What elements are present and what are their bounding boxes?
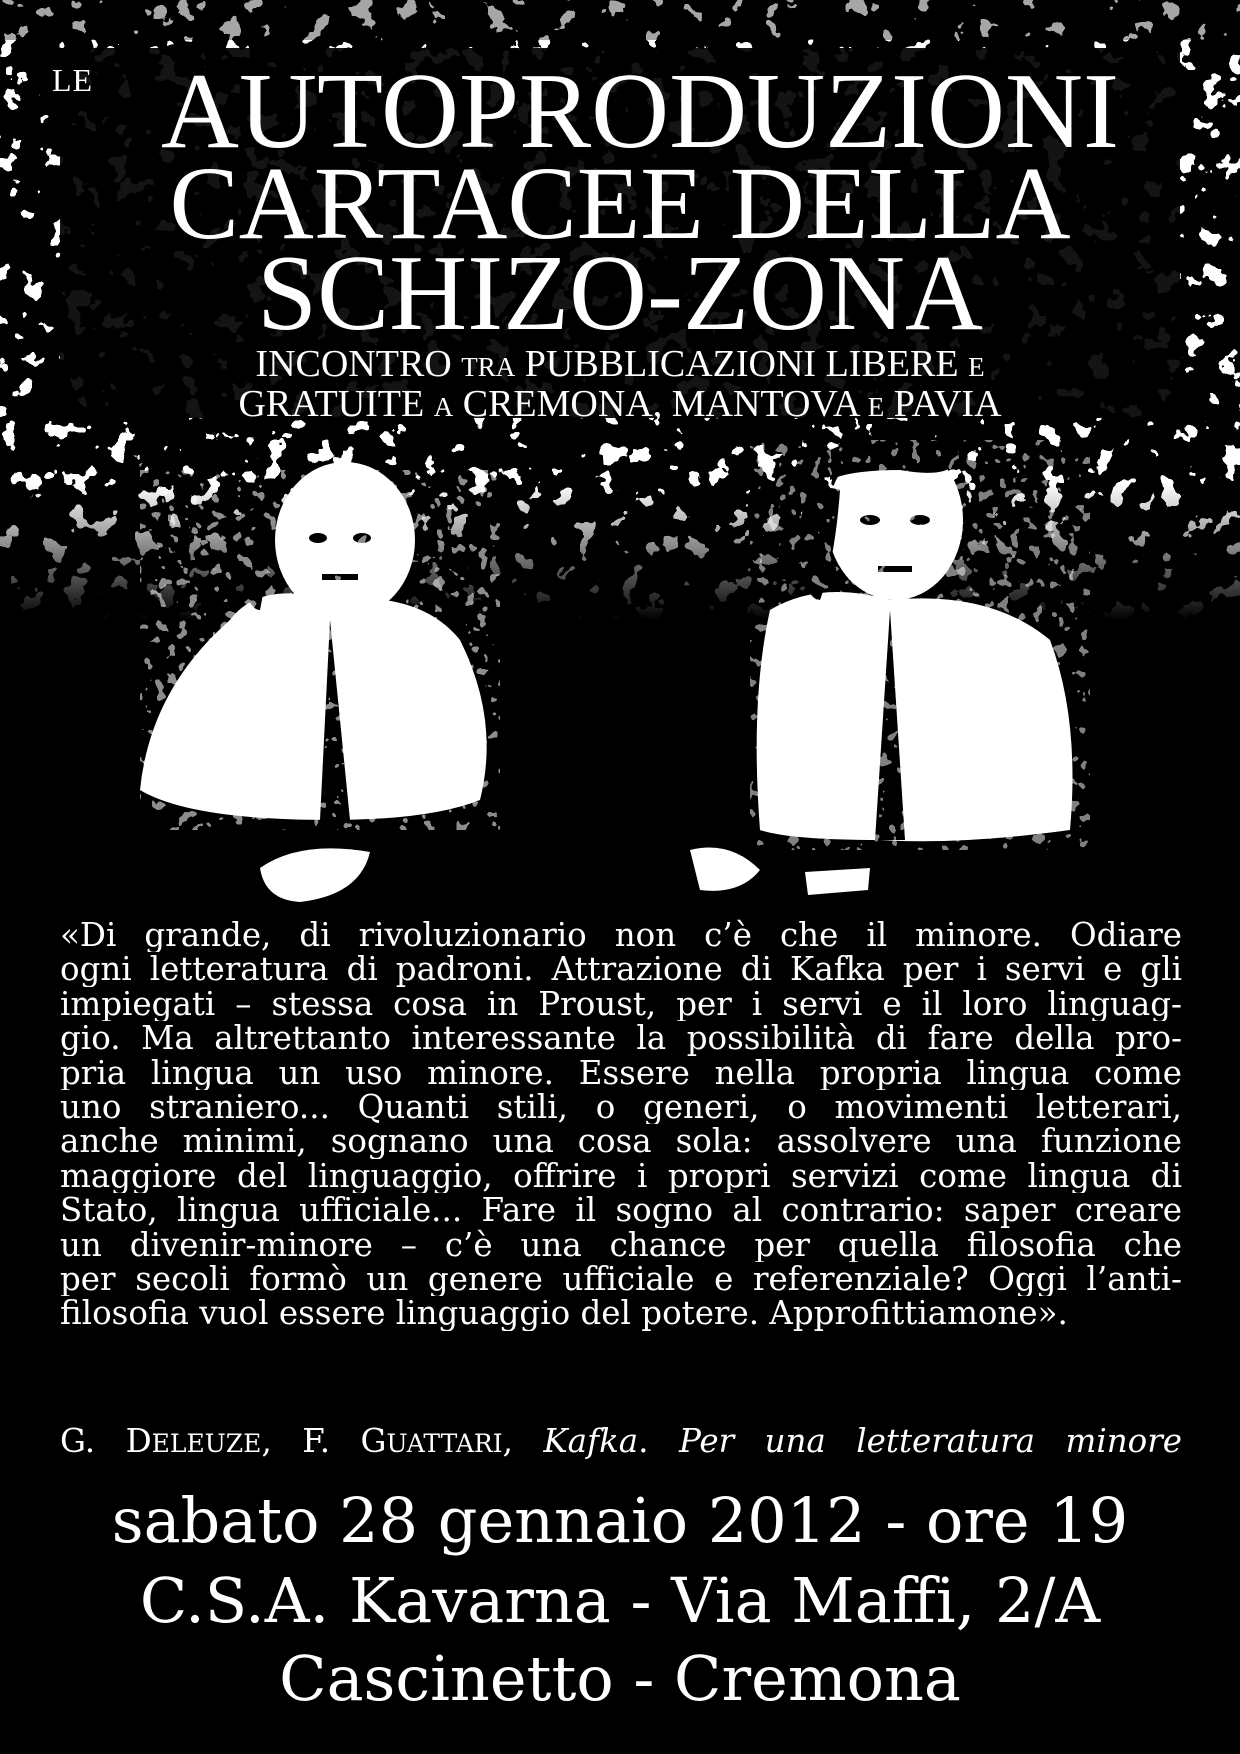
subtitle-text: PAVIA xyxy=(884,383,1002,425)
quote-block xyxy=(60,918,1182,1331)
attribution-text: , xyxy=(502,1422,544,1460)
subtitle-small-caps: TRA xyxy=(461,352,516,382)
title-line-1: AUTOPRODUZIONI xyxy=(161,52,1119,171)
quote-line: «Di grande, di rivoluzionario non c’è che il minore. Odiare xyxy=(60,918,1182,953)
attribution-work-title: Kafka xyxy=(543,1422,639,1460)
subtitle-small-caps: A xyxy=(433,392,454,422)
quote-line: Stato, lingua ufficiale... Fare il sogno al contrario: saper creare xyxy=(60,1193,1182,1228)
title-line-2: CARTACEE DELLA xyxy=(169,146,1071,261)
quote-line: maggiore del linguaggio, offrire i propri servizi come lingua di xyxy=(60,1158,1182,1194)
title-prefix: LE xyxy=(52,62,94,98)
attribution-work-subtitle: Per una letteratura minore xyxy=(678,1422,1182,1460)
subtitle-small-caps: E xyxy=(968,352,985,382)
attribution-text: G. D xyxy=(60,1422,152,1460)
event-venue: C.S.A. Kavarna - Via Maffi, 2/A xyxy=(139,1564,1101,1637)
quote-line: gio. Ma altrettanto interessante la possibilità di fare della pro- xyxy=(60,1021,1182,1056)
subtitle-line-1 xyxy=(0,345,1240,383)
event-date-time: sabato 28 gennaio 2012 - ore 19 xyxy=(111,1484,1129,1557)
event-location: Cascinetto - Cremona xyxy=(279,1642,961,1715)
quote-line: per secoli formò un genere ufficiale e referenziale? Oggi l’anti- xyxy=(60,1262,1182,1297)
quote-line: un divenir-minore – c’è una chance per quella filosofia che xyxy=(60,1227,1182,1263)
attribution-small-caps: ELEUZE xyxy=(151,1429,262,1458)
subtitle-small-caps: E xyxy=(867,392,885,422)
subtitle-line-2 xyxy=(0,385,1240,423)
quote-line: ogni letteratura di padroni. Attrazione di Kafka per i servi e gli xyxy=(60,952,1182,987)
subtitle-text: INCONTRO xyxy=(255,343,462,385)
quote-attribution xyxy=(60,1424,1182,1461)
quote-line: filosofia vuol essere linguaggio del potere. Approfittiamone». xyxy=(60,1296,1068,1331)
attribution-text: , F. G xyxy=(261,1422,387,1460)
subtitle-text: GRATUITE xyxy=(238,383,434,425)
quote-line: impiegati – stessa cosa in Proust, per i servi e il loro linguag- xyxy=(60,986,1182,1022)
quote-line: uno straniero... Quanti stili, o generi, o movimenti letterari, xyxy=(60,1090,1182,1125)
title-line-3: SCHIZO-ZONA xyxy=(257,234,983,353)
subtitle-text: CREMONA, MANTOVA xyxy=(453,383,868,425)
attribution-small-caps: UATTARI xyxy=(386,1429,503,1458)
quote-line: anche minimi, sognano una cosa sola: assolvere una funzione xyxy=(60,1124,1182,1159)
attribution-text: . xyxy=(638,1422,679,1460)
quote-line: pria lingua un uso minore. Essere nella propria lingua come xyxy=(60,1055,1182,1091)
subtitle-text: PUBBLICAZIONI LIBERE xyxy=(515,343,969,385)
